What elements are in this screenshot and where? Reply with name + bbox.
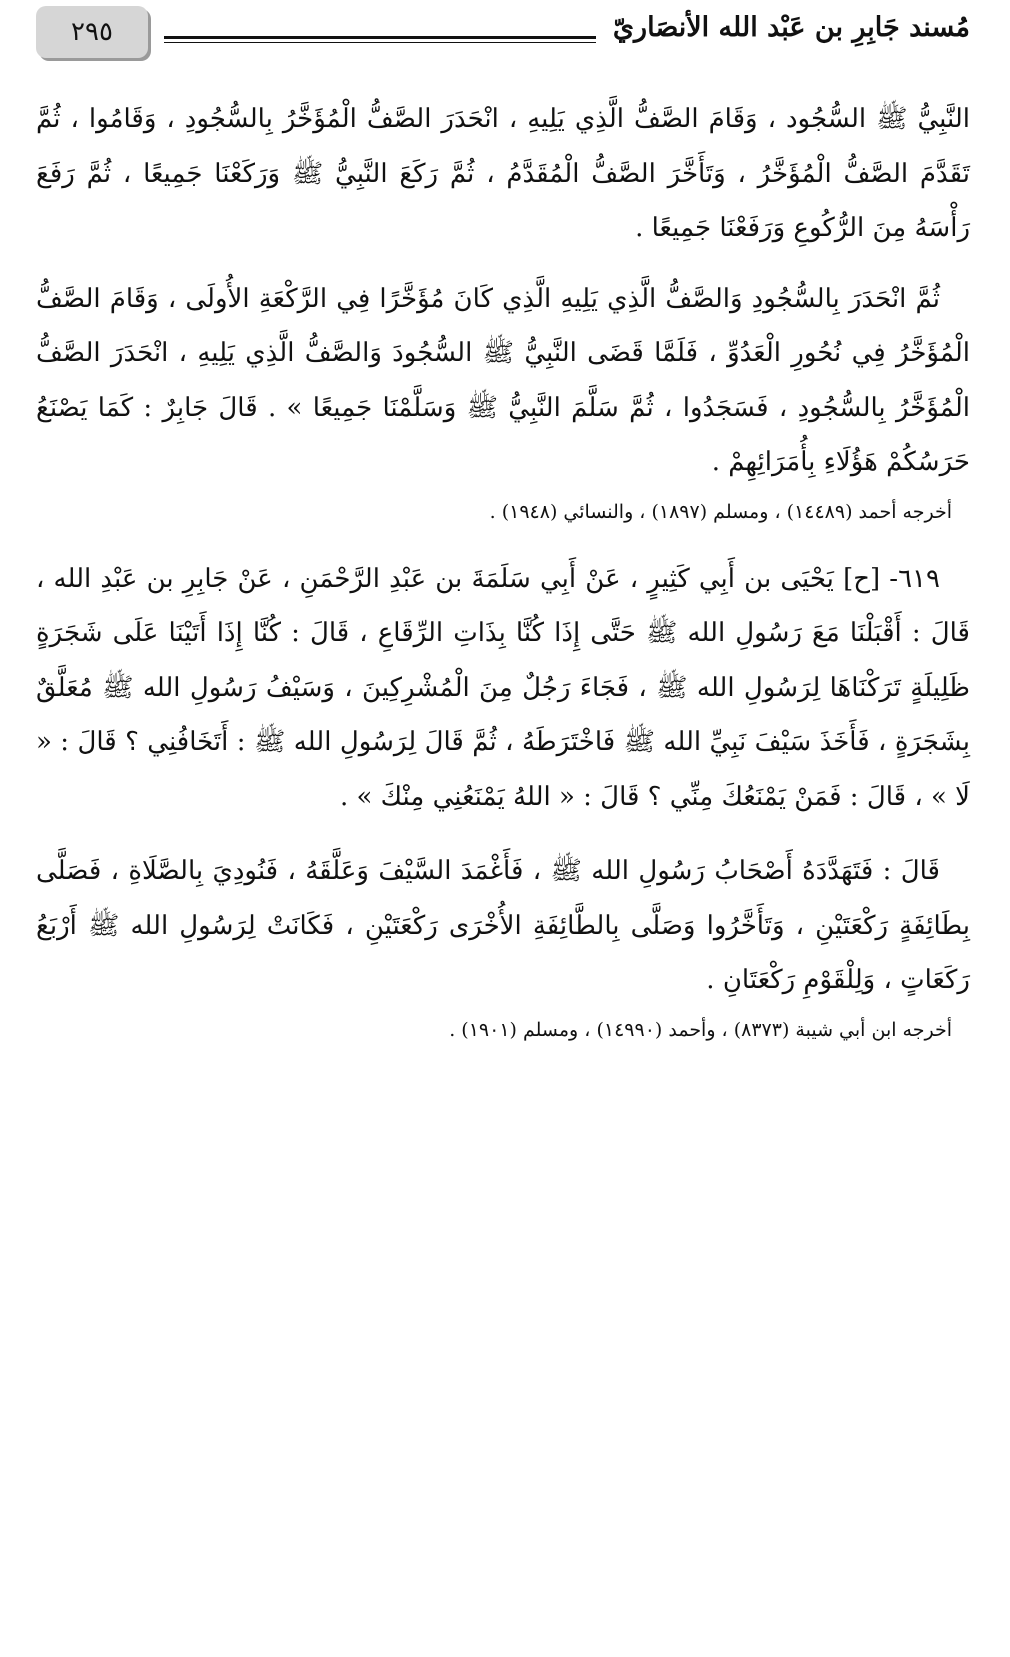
header-rule bbox=[164, 36, 596, 43]
paragraph-continuation: النَّبِيُّ ﷺ السُّجُود ، وَقَامَ الصَّفُّ الَّذِي يَلِيهِ ، انْحَدَرَ الصَّفُّ الْمُؤَخَّرُ بِالسُّجُودِ ، وَقَامُوا ، ثُمَّ تَقَدَّمَ الصَّفُّ الْمُؤَخَّرُ ، وَتَأَخَّرَ الصَّفُّ الْمُقَدَّمُ ، ثُمَّ رَكَعَ النَّبِيُّ ﷺ وَرَكَعْنَا جَمِيعًا ، ثُمَّ رَفَعَ رَأْسَهُ مِنَ الرُّكُوعِ وَرَفَعْنَا جَمِيعًا . bbox=[36, 104, 970, 243]
source-note-1: أخرجه أحمد (١٤٤٨٩) ، ومسلم (١٨٩٧) ، والنسائي (١٩٤٨) . bbox=[489, 500, 952, 523]
hadith-619: ٦١٩- [ح] يَحْيَى بن أَبِي كَثِيرٍ ، عَنْ أَبِي سَلَمَةَ بن عَبْدِ الرَّحْمَنِ ، عَنْ جَابِرِ بن عَبْدِ الله ، قَالَ : أَقْبَلْنَا مَعَ رَسُولِ الله ﷺ حَتَّى إِذَا كُنَّا بِذَاتِ الرِّقَاعِ ، قَالَ : كُنَّا إِذَا أَتَيْنَا عَلَى شَجَرَةٍ ظَلِيلَةٍ تَرَكْنَاهَا لِرَسُولِ الله ﷺ ، فَجَاءَ رَجُلٌ مِنَ الْمُشْرِكِينَ ، وَسَيْفُ رَسُولِ الله ﷺ مُعَلَّقٌ بِشَجَرَةٍ ، فَأَخَذَ سَيْفَ نَبِيِّ الله ﷺ فَاخْتَرَطَهُ ، ثُمَّ قَالَ لِرَسُولِ الله ﷺ : أَتَخَافُنِي ؟ قَالَ : « لَا » ، قَالَ : فَمَنْ يَمْنَعُكَ مِنِّي ؟ قَالَ : « اللهُ يَمْنَعُنِي مِنْكَ » . bbox=[36, 563, 970, 812]
running-title: مُسند جَابِرِ بن عَبْد الله الأنصَاريّ bbox=[612, 12, 970, 43]
page-header bbox=[36, 6, 970, 64]
paragraph-second-prostration: ثُمَّ انْحَدَرَ بِالسُّجُودِ وَالصَّفُّ الَّذِي يَلِيهِ الَّذِي كَانَ مُؤَخَّرًا فِي الرَّكْعَةِ الأُولَى ، وَقَامَ الصَّفُّ الْمُؤَخَّرُ فِي نُحُورِ الْعَدُوِّ ، فَلَمَّا قَضَى النَّبِيُّ ﷺ السُّجُودَ وَالصَّفُّ الَّذِي يَلِيهِ ، انْحَدَرَ الصَّفُّ الْمُؤَخَّرُ بِالسُّجُودِ ، فَسَجَدُوا ، ثُمَّ سَلَّمَ النَّبِيُّ ﷺ وَسَلَّمْنَا جَمِيعًا » . قَالَ جَابِرٌ : كَمَا يَصْنَعُ حَرَسُكُمْ هَؤُلَاءِ بِأُمَرَائِهِمْ . bbox=[36, 283, 970, 477]
paragraph-hadith-619-continuation: قَالَ : فَتَهَدَّدَهُ أَصْحَابُ رَسُولِ الله ﷺ ، فَأَغْمَدَ السَّيْفَ وَعَلَّقَهُ ، فَنُودِيَ بِالصَّلَاةِ ، فَصَلَّى بِطَائِفَةٍ رَكْعَتَيْنِ ، وَتَأَخَّرُوا وَصَلَّى بِالطَّائِفَةِ الأُخْرَى رَكْعَتَيْنِ ، فَكَانَتْ لِرَسُولِ الله ﷺ أَرْبَعُ رَكَعَاتٍ ، وَلِلْقَوْمِ رَكْعَتَانِ . bbox=[36, 856, 970, 995]
page-number: ٢٩٥ bbox=[36, 6, 148, 58]
page-content bbox=[36, 92, 970, 1048]
source-note-2: أخرجه ابن أبي شيبة (٨٣٧٣) ، وأحمد (١٤٩٩٠) ، ومسلم (١٩٠١) . bbox=[449, 1018, 952, 1041]
